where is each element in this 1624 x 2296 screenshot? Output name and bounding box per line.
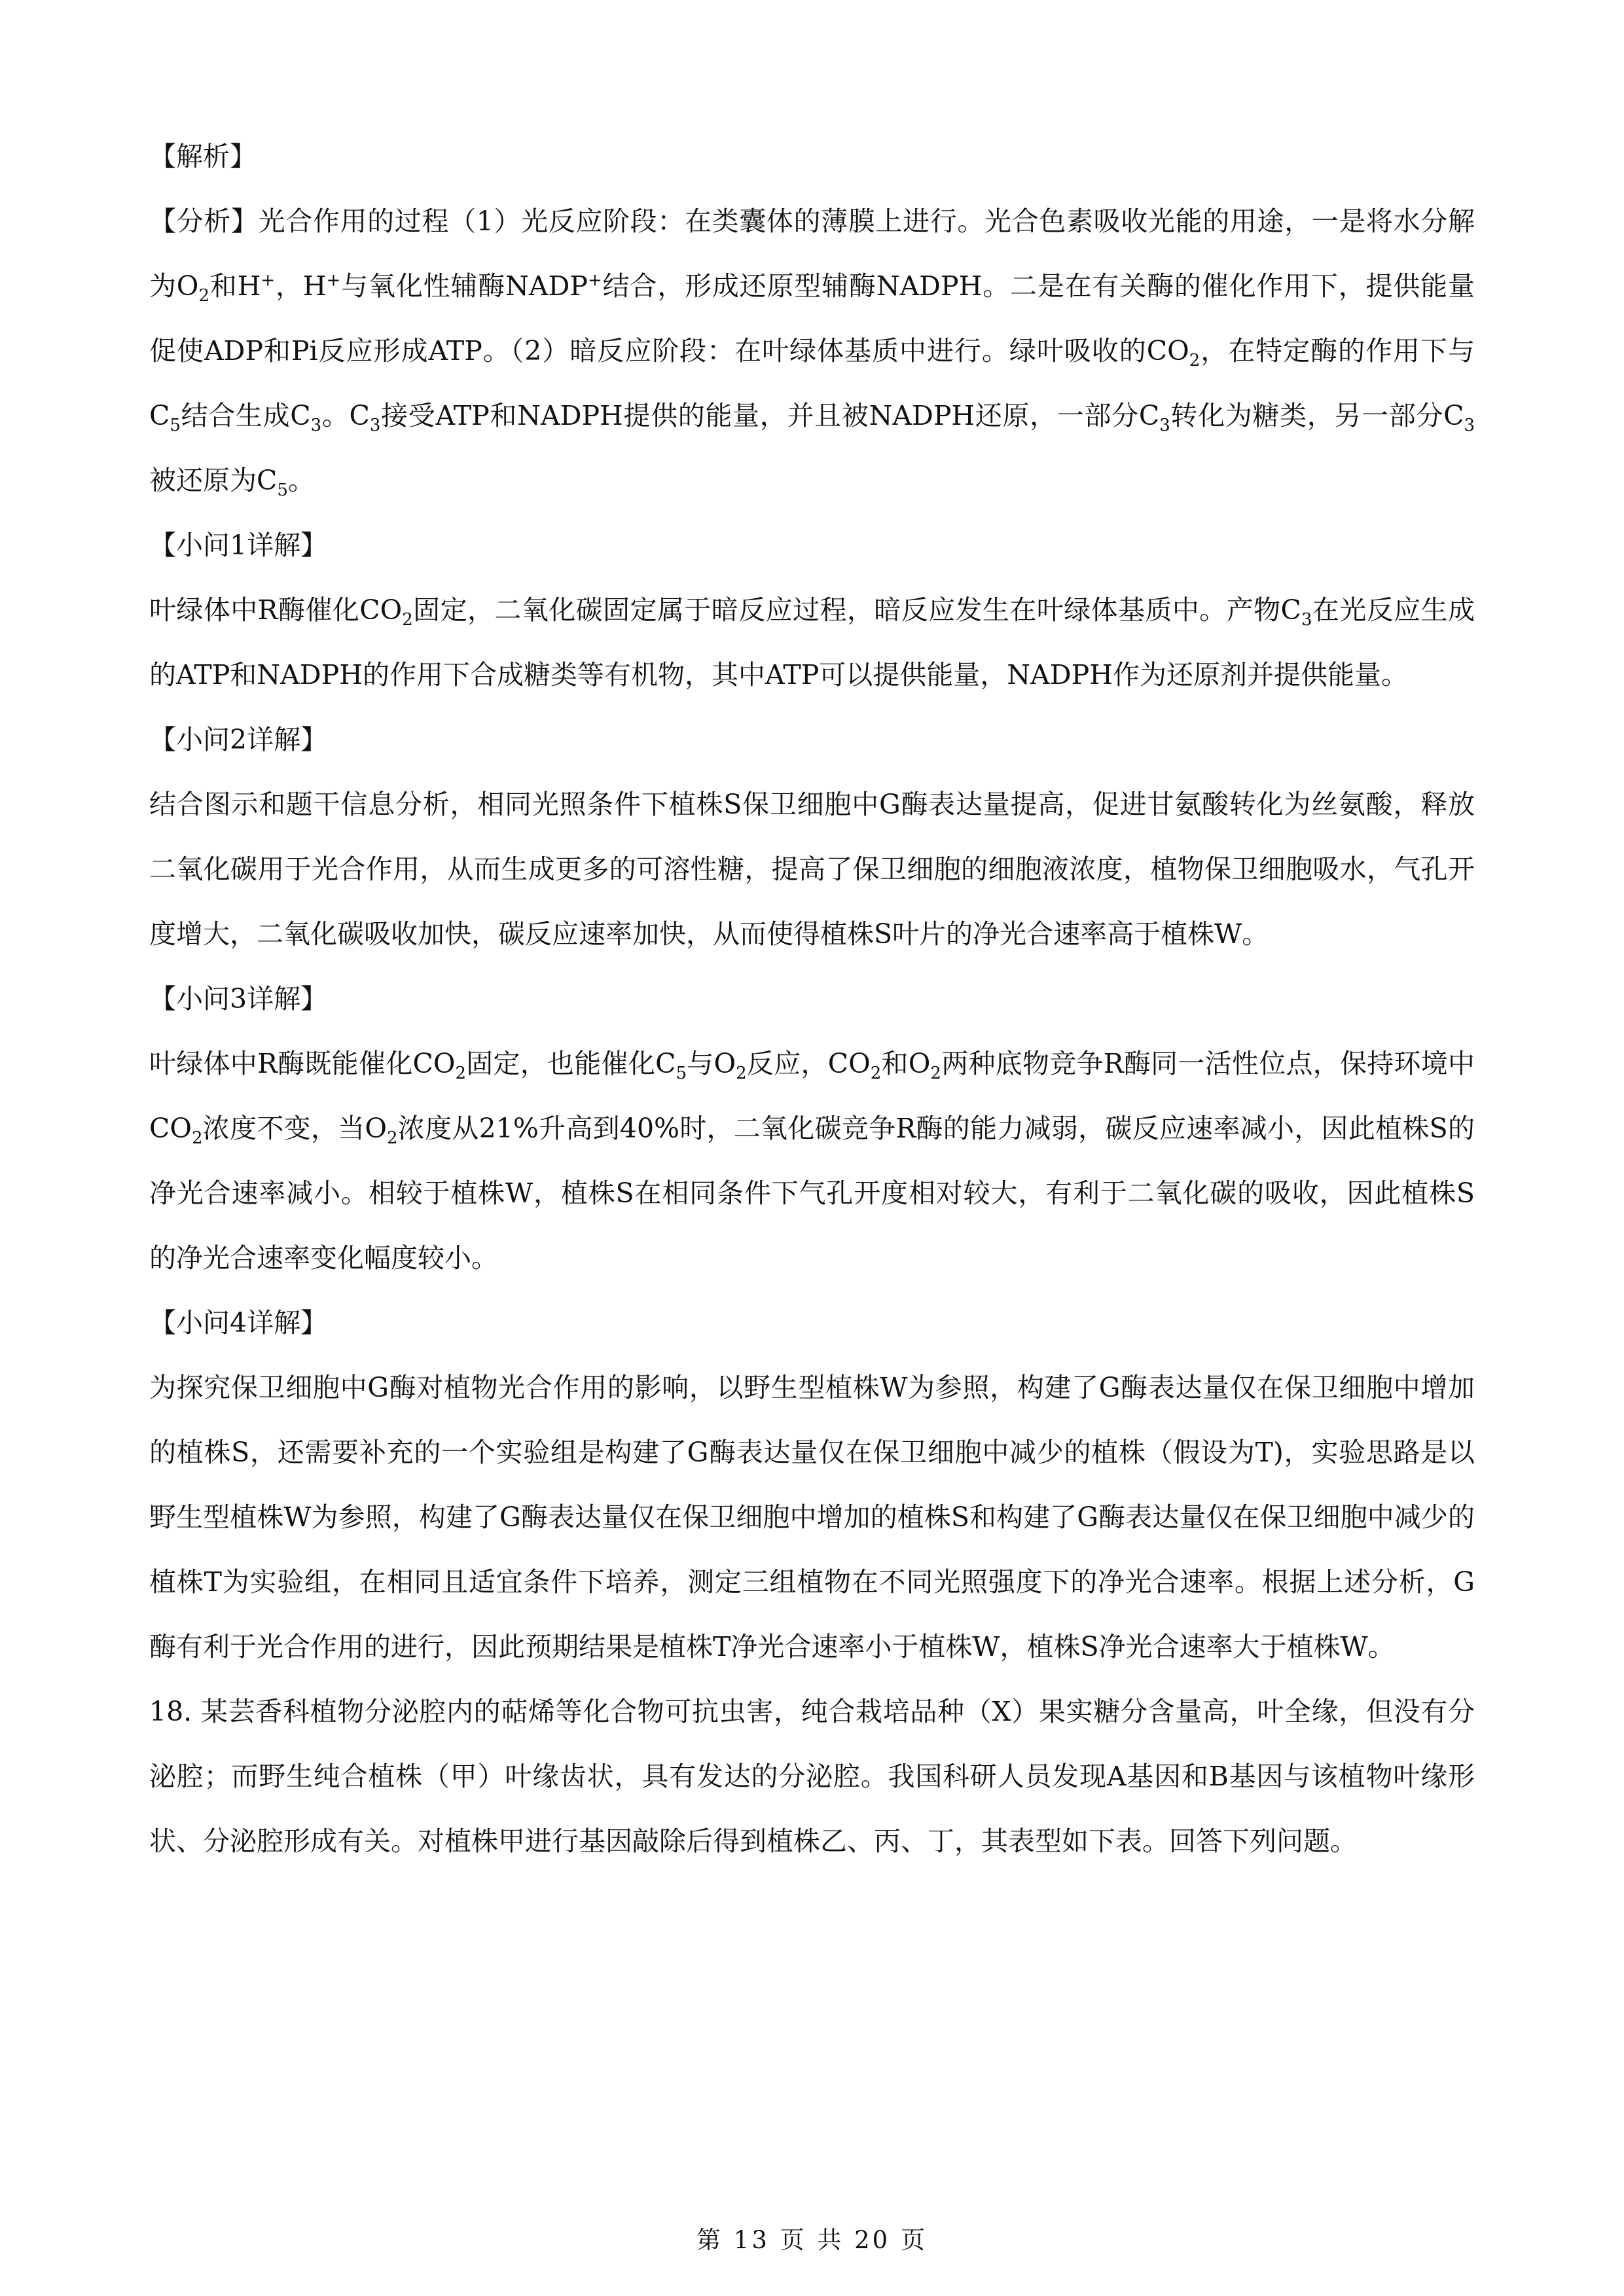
superscript: + (261, 270, 276, 291)
superscript: + (326, 270, 341, 291)
superscript: + (587, 270, 602, 291)
analysis-text: 和H (209, 270, 261, 302)
q3-text: 叶绿体中R酶既能催化CO (149, 1048, 456, 1079)
subscript: 2 (736, 1064, 747, 1084)
subscript: 2 (402, 610, 413, 630)
subscript: 5 (170, 416, 181, 436)
q2-title: 【小问2详解】 (149, 724, 328, 755)
q1-text: 在光反应生成的ATP和NADPH的作用下合成糖类等有机物，其中ATP可以提供能量，NADPH作为还原剂并提供能量。 (149, 594, 1475, 691)
analysis-text: 接受ATP和NADPH提供的能量，并且被NADPH还原，一部分C (380, 400, 1160, 431)
q1-text: 固定，二氧化碳固定属于暗反应过程，暗反应发生在叶绿体基质中。产物C (412, 594, 1301, 626)
q3-text: 浓度从21%升高到40%时，二氧化碳竞争R酶的能力减弱，碳反应速率减小，因此植株S的净光合速率减小。相较于植株W，植株S在相同条件下气孔开度相对较大，有利于二氧化碳的吸收，因此植株S的净光合速率变化幅度较小。 (149, 1113, 1475, 1274)
subscript: 2 (387, 1128, 398, 1149)
subscript: 2 (198, 286, 209, 306)
q3-title: 【小问3详解】 (149, 983, 328, 1014)
analysis-text: ，在特定酶的作用下与C (149, 335, 1475, 431)
q1-title: 【小问1详解】 (149, 529, 328, 561)
subscript: 2 (455, 1064, 466, 1084)
analysis-text: 与氧化性辅酶NADP (340, 270, 588, 302)
analysis-text: 转化为糖类，另一部分C (1170, 400, 1464, 431)
analysis-text: 。 (287, 465, 315, 496)
analysis-text: 被还原为C (149, 465, 278, 496)
q2-paragraph: 结合图示和题干信息分析，相同光照条件下植株S保卫细胞中G酶表达量提高，促进甘氨酸转化为丝氨酸，释放二氧化碳用于光合作用，从而生成更多的可溶性糖，提高了保卫细胞的细胞液浓度，植物保卫细胞吸水，气孔开度增大，二氧化碳吸收加快，碳反应速率加快，从而使得植株S叶片的净光合速率高于植株W。 (149, 789, 1475, 950)
analysis-label: 【分析】 (149, 206, 259, 237)
subscript: 2 (870, 1064, 882, 1084)
analysis-text: 。C (321, 400, 370, 431)
subscript: 2 (1189, 351, 1200, 371)
subscript: 3 (369, 416, 381, 436)
subscript: 3 (1301, 610, 1312, 630)
subscript: 3 (310, 416, 322, 436)
q3-paragraph (149, 1031, 1475, 1291)
subscript: 3 (1159, 416, 1170, 436)
analysis-text: 结合，形成还原型辅酶NADPH。二是在有关酶的催化作用下，提供能量促使ADP和Pi反应形成ATP。（2）暗反应阶段：在叶绿体基质中进行。绿叶吸收的CO (149, 270, 1475, 367)
q3-text: 反应，CO (746, 1048, 871, 1079)
analysis-text: ，H (275, 270, 327, 302)
q3-text: 浓度不变，当O (202, 1113, 388, 1144)
question-18-number: 18. (149, 1696, 192, 1727)
section-tag: 【解析】 (149, 141, 257, 172)
page-content (149, 124, 1475, 1874)
subscript: 2 (191, 1128, 203, 1149)
q3-text: 与O (687, 1048, 736, 1079)
q3-text: 固定，也能催化C (466, 1048, 676, 1079)
subscript: 5 (277, 480, 288, 501)
question-18 (149, 1679, 1475, 1874)
analysis-paragraph (149, 189, 1475, 513)
q1-paragraph (149, 578, 1475, 708)
q3-text: 和O (881, 1048, 931, 1079)
q3-text: 两种底物竞争R酶同一活性位点，保持环境中CO (149, 1048, 1475, 1144)
q1-text: 叶绿体中R酶催化CO (149, 594, 403, 626)
analysis-text: 光合作用的过程（1）光反应阶段：在类囊体的薄膜上进行。光合色素吸收光能的用途，一是将水分解为O (149, 206, 1475, 302)
question-18-text: 某芸香科植物分泌腔内的萜烯等化合物可抗虫害，纯合栽培品种（X）果实糖分含量高，叶全缘，但没有分泌腔；而野生纯合植株（甲）叶缘齿状，具有发达的分泌腔。我国科研人员发现A基因和B基因与该植物叶缘形状、分泌腔形成有关。对植株甲进行基因敲除后得到植株乙、丙、丁，其表型如下表。回答下列问题。 (149, 1696, 1475, 1857)
subscript: 2 (930, 1064, 941, 1084)
analysis-text: 结合生成C (180, 400, 311, 431)
q4-paragraph: 为探究保卫细胞中G酶对植物光合作用的影响，以野生型植株W为参照，构建了G酶表达量仅在保卫细胞中增加的植株S，还需要补充的一个实验组是构建了G酶表达量仅在保卫细胞中减少的植株（假设为T)，实验思路是以野生型植株W为参照，构建了G酶表达量仅在保卫细胞中增加的植株S和构建了G酶表达量仅在保卫细胞中减少的植株T为实验组，在相同且适宜条件下培养，测定三组植物在不同光照强度下的净光合速率。根据上述分析，G酶有利于光合作用的进行，因此预期结果是植株T净光合速率小于植株W，植株S净光合速率大于植株W。 (149, 1372, 1475, 1662)
subscript: 5 (676, 1064, 687, 1084)
subscript: 3 (1464, 416, 1475, 436)
page-footer: 第 13 页 共 20 页 (696, 2226, 928, 2254)
q4-title: 【小问4详解】 (149, 1307, 328, 1338)
